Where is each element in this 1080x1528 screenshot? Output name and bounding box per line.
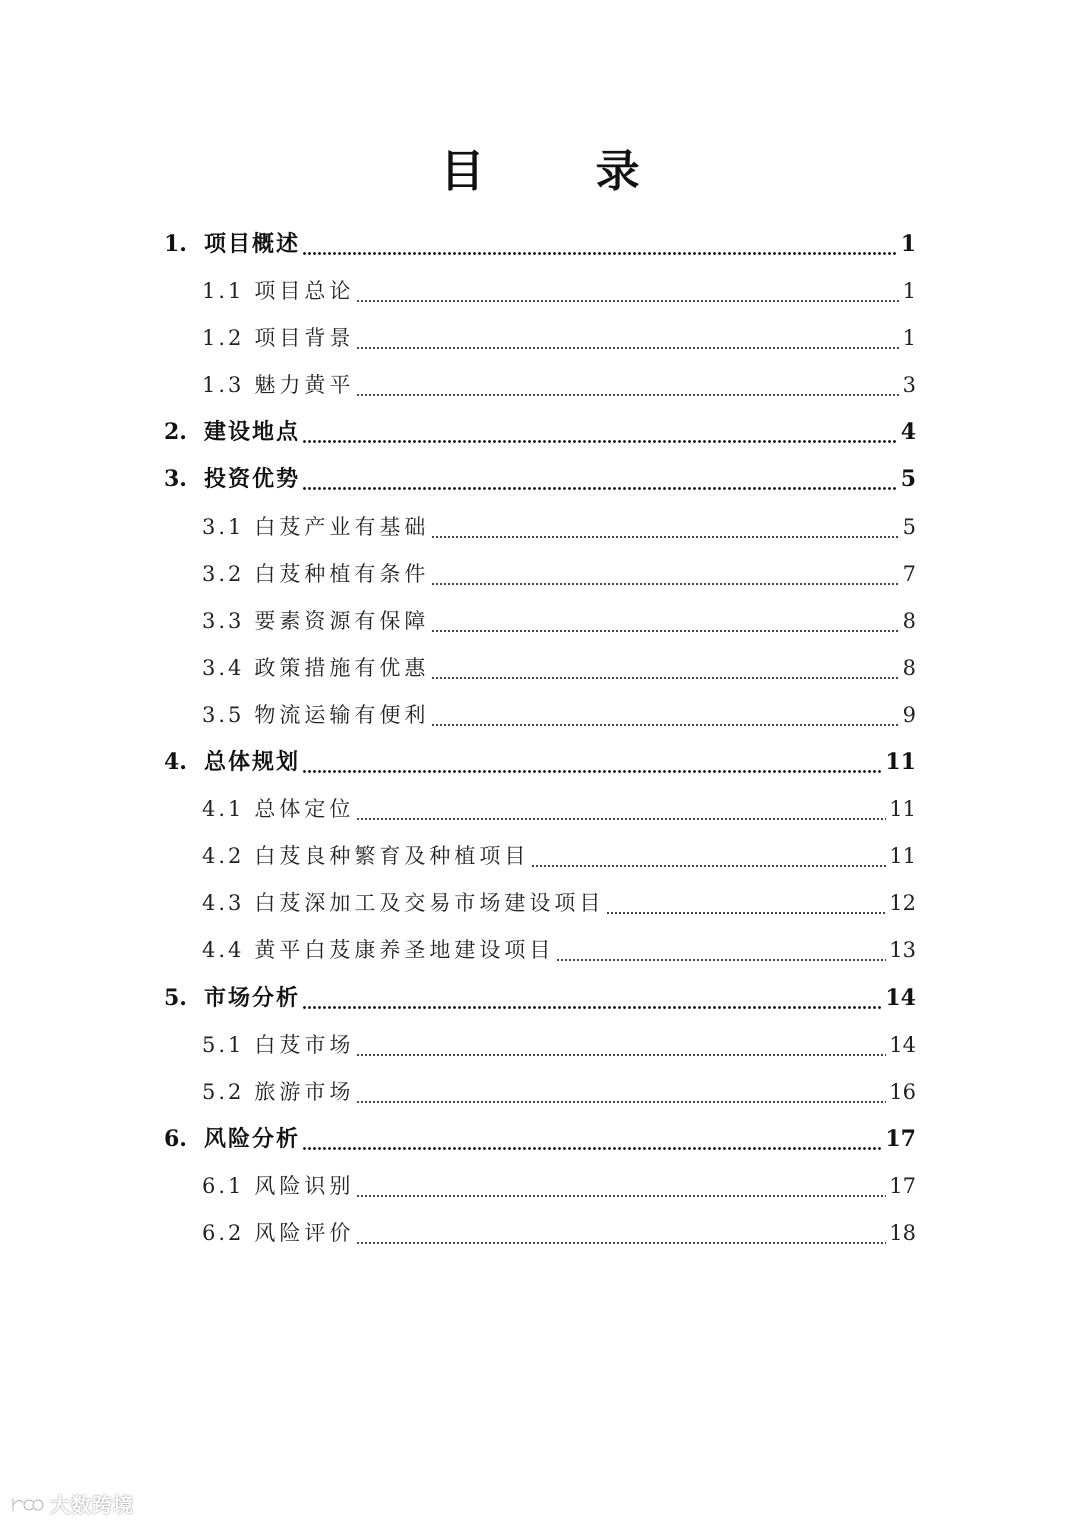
toc-entry-page: 9 — [902, 702, 916, 727]
toc-entry-label: 要素资源有保障 — [254, 608, 430, 633]
toc-entry-number: 2. — [164, 419, 187, 446]
toc-entry-label: 白芨市场 — [254, 1032, 355, 1057]
toc-dot-leader — [356, 362, 899, 409]
toc-entry-label: 风险分析 — [204, 1125, 301, 1152]
toc-entry[interactable] — [164, 739, 916, 786]
toc-entry-page: 17 — [885, 1125, 916, 1152]
toc-dot-leader — [302, 456, 898, 503]
toc-entry-page: 1 — [902, 326, 916, 351]
toc-entry-label: 旅游市场 — [254, 1079, 355, 1104]
toc-entry[interactable] — [164, 598, 916, 645]
toc-dot-leader — [302, 975, 882, 1022]
toc-dot-leader — [356, 1022, 886, 1069]
toc-entry-number: 3.4 — [202, 655, 245, 680]
toc-dot-leader — [431, 551, 899, 598]
toc-entry-number: 3. — [164, 466, 187, 493]
toc-entry-number: 1.1 — [202, 279, 245, 304]
toc-entry-label: 总体规划 — [204, 749, 301, 776]
toc-entry-number: 6.2 — [202, 1220, 245, 1245]
toc-entry-page: 11 — [889, 797, 916, 822]
toc-entry[interactable] — [164, 975, 916, 1022]
toc-entry-label: 魅力黄平 — [254, 373, 355, 398]
toc-entry-page: 8 — [902, 655, 916, 680]
toc-entry-number: 5.2 — [202, 1079, 245, 1104]
toc-entry-label: 项目概述 — [204, 231, 301, 257]
toc-entry[interactable] — [164, 927, 916, 974]
toc-entry-number: 3.3 — [202, 608, 245, 633]
toc-entry[interactable] — [164, 1210, 916, 1257]
toc-entry[interactable] — [164, 409, 916, 456]
toc-dot-leader — [356, 1163, 886, 1210]
toc-entry-page: 16 — [889, 1079, 916, 1104]
toc-entry-number: 6.1 — [202, 1173, 245, 1198]
toc-entry-label: 白芨深加工及交易市场建设项目 — [254, 891, 605, 916]
toc-entry[interactable] — [164, 880, 916, 927]
toc-entry-number: 4.2 — [202, 844, 245, 869]
toc-entry-page: 11 — [889, 844, 916, 869]
toc-entry[interactable] — [164, 1116, 916, 1163]
toc-entry[interactable] — [164, 833, 916, 880]
toc-entry-page: 17 — [889, 1173, 916, 1198]
toc-dot-leader — [431, 645, 899, 692]
toc-entry-page: 5 — [900, 466, 916, 493]
toc-entry-page: 11 — [885, 749, 916, 776]
brand-logo-icon — [10, 1493, 44, 1515]
toc-dot-leader — [531, 833, 886, 880]
toc-entry-label: 政策措施有优惠 — [254, 655, 430, 680]
toc-entry[interactable] — [164, 1069, 916, 1116]
toc-entry-number: 3.5 — [202, 702, 245, 727]
toc-entry-number: 4.1 — [202, 797, 245, 822]
toc-entry-label: 项目总论 — [254, 279, 355, 304]
toc-entry-number: 5. — [164, 984, 187, 1011]
toc-dot-leader — [302, 221, 898, 268]
toc-entry-number: 1.2 — [202, 326, 245, 351]
toc-entry-label: 投资优势 — [204, 466, 301, 493]
toc-dot-leader — [356, 1210, 886, 1257]
toc-entry-number: 3.2 — [202, 561, 245, 586]
toc-entry-label: 风险识别 — [254, 1173, 355, 1198]
toc-entry-page: 14 — [889, 1032, 916, 1057]
toc-dot-leader — [431, 504, 899, 551]
toc-entry-label: 物流运输有便利 — [254, 702, 430, 727]
toc-entry-page: 18 — [889, 1220, 916, 1245]
toc-entry-label: 市场分析 — [204, 984, 301, 1011]
toc-entry[interactable] — [164, 1163, 916, 1210]
toc-entry-page: 13 — [889, 938, 916, 963]
toc-entry-number: 6. — [164, 1125, 187, 1152]
toc-dot-leader — [302, 409, 898, 456]
toc-entry-label: 白芨良种繁育及种植项目 — [254, 844, 530, 869]
toc-entry[interactable] — [164, 504, 916, 551]
toc-entry-page: 12 — [889, 891, 916, 916]
toc-dot-leader — [302, 1116, 882, 1163]
toc-entry-label: 白芨产业有基础 — [254, 514, 430, 539]
toc-entry-number: 1.3 — [202, 373, 245, 398]
toc-dot-leader — [606, 880, 886, 927]
toc-dot-leader — [431, 692, 899, 739]
toc-dot-leader — [356, 268, 899, 315]
toc-dot-leader — [302, 739, 882, 786]
watermark-text: 大数跨境 — [50, 1493, 134, 1517]
toc-entry-number: 5.1 — [202, 1032, 245, 1057]
toc-entry[interactable] — [164, 551, 916, 598]
page-title: 目 录 — [440, 146, 688, 197]
toc-entry[interactable] — [164, 315, 916, 362]
toc-entry-label: 白芨种植有条件 — [254, 561, 430, 586]
toc-entry[interactable] — [164, 1022, 916, 1069]
toc-entry-page: 4 — [900, 419, 916, 446]
toc-entry[interactable] — [164, 221, 916, 268]
toc-entry-label: 建设地点 — [204, 419, 301, 446]
toc-dot-leader — [431, 598, 899, 645]
toc-entry[interactable] — [164, 456, 916, 503]
toc-entry-number: 4.4 — [202, 938, 245, 963]
toc-dot-leader — [556, 927, 886, 974]
toc-entry-page: 14 — [885, 984, 916, 1011]
toc-dot-leader — [356, 315, 899, 362]
toc-entry-label: 总体定位 — [254, 797, 355, 822]
toc-dot-leader — [356, 786, 886, 833]
toc-entry-page: 1 — [902, 279, 916, 304]
toc-entry[interactable] — [164, 362, 916, 409]
toc-entry-page: 7 — [902, 561, 916, 586]
watermark — [10, 1489, 134, 1518]
toc-entry-label: 黄平白芨康养圣地建设项目 — [254, 938, 555, 963]
toc-entry-page: 5 — [902, 514, 916, 539]
toc-entry-number: 1. — [164, 231, 187, 257]
table-of-contents — [164, 221, 916, 1257]
toc-entry-number: 4. — [164, 749, 187, 776]
toc-entry-label: 风险评价 — [254, 1220, 355, 1245]
toc-dot-leader — [356, 1069, 886, 1116]
toc-entry[interactable] — [164, 645, 916, 692]
toc-entry-page: 3 — [902, 373, 916, 398]
toc-entry[interactable] — [164, 268, 916, 315]
toc-entry-label: 项目背景 — [254, 326, 355, 351]
toc-entry-page: 8 — [902, 608, 916, 633]
toc-entry[interactable] — [164, 692, 916, 739]
toc-entry-number: 3.1 — [202, 514, 245, 539]
toc-entry-number: 4.3 — [202, 891, 245, 916]
toc-entry[interactable] — [164, 786, 916, 833]
toc-entry-page: 1 — [900, 231, 916, 257]
